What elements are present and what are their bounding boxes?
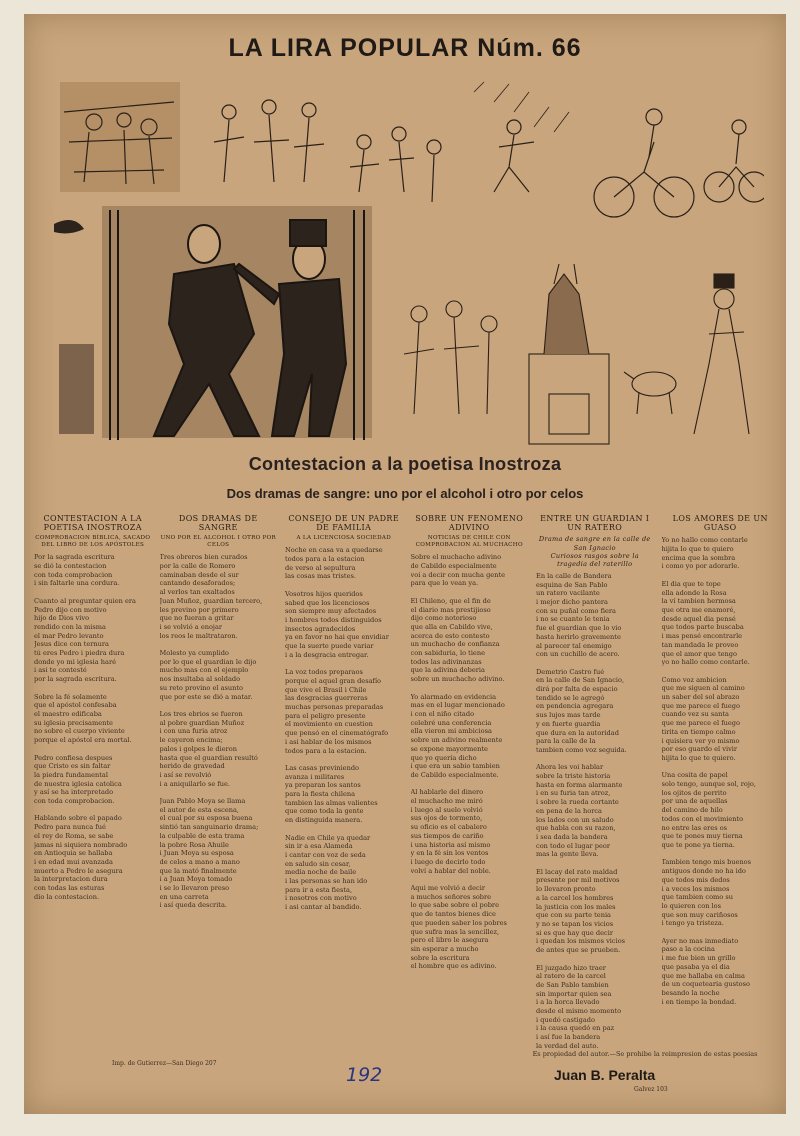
column-body: En la calle de Bandera esquina de San Pablo un ratero vacilante i mejor dicho pantera con su puñal como fiera i no se cuanto le tenia fue el guardian que lo vio hasta herirlo gravemente al parecer tal enemigo con un cuchillo de acero. Demetrio Castro fué en la calle de San Ignacio, dirá por falta de espacio tendido se le agregó en pendencia agregara sus lujos mas tarde y en fuerte guardia que dura en la autoridad para la calle de la tambien como voz seguida. Ahora les voi hablar sobre la triste historia hasta en forma alarmante i en su furia tan atroz, i sobre la rueda cortante en pena de la horca los lados con un saludo que habla con su razon, i sea dada la bandera con todo el lugar peor mas la gente lleva. El lacay del rato maldad presente por mil motivos lo llevaron pronto a la carcel los hombres la justicia con los males que con su parte tenia y no se tapan los vicios si es que hay que decir i quedan los mismos vicios de antes que se prueben. El juzgado hizo traer al ratero de la carcel de San Pablo tambien sin importar quien sea i a la horca llevado desde el mismo momento i quedó castigado i la causa quedó en paz i así fue la bandera la verdad del auto.	[536, 571, 627, 1050]
column-body: Sobre el muchacho adivino de Cabildo especialmente voi a decir con mucha gente para que lo vean ya. El Chileno, que el fin de el diario mas prestijioso dijo como notorioso que alla en Cabildo vive, acerca de esto contesto un muchacho de confianza con sabiduria, lo tiene todos las adivinanzas que la adivina deberia sobre un muchacho adivino. Yo alarmado en evidencia mas en el lugar mencionado i con el niño citado celebré una conferencia ella vieron mi ambiciosa sobre un adivino realmente se expone mayormente que yo quería dicho i que era un sabio tambien de Cabildo especialmente. Al hablarle del dinero el muchacho me miró i luego al suelo volvió sus ojos de tormento, su oficio es el cabalero sus tiempos de cariño i una historia así mismo y en la fé sin los ventos i luego de decirlo todo volví a hablar del noble. Aqui me volvió a decir a muchos señores sobre lo que sabe sobre el pobre que de tantos bienes dice que pueden saber los pobres que sufra mas la sencillez, pero el libro le asegura sin esperar a mucho sobre la escritura el hombre que es adivino.	[410, 553, 507, 971]
poem-columns	[34, 514, 779, 1054]
poem-column	[285, 514, 403, 1054]
poem-column	[536, 514, 654, 1054]
author-name: Juan B. Peralta	[554, 1067, 656, 1083]
column-title: DOS DRAMAS DE SANGRE	[178, 514, 258, 533]
printer-imprint: Imp. de Gutierrez—San Diego 207	[112, 1060, 217, 1067]
column-subtitle: COMPROBACION BÍBLICA, SACADO DEL LIBRO DE LOS APÓSTOLES	[35, 535, 151, 549]
page-title: LA LIRA POPULAR Núm. 66	[228, 34, 582, 62]
column-title: CONTESTACION A LA POETISA INOSTROZA	[43, 514, 143, 533]
column-body: Por la sagrada escritura se dió la contestacion con toda comprobacion i sin faltarle una cordura. Cuanto al preguntar quien era Pedro dijo con motivo hijo de Dios vivo rendido con la misma el mar Pedro levanto Jesus dice con ternura tú eres Pedro i piedra dura donde yo mi iglesia haré i asi te contesté por la sagrada escritura. Sobre la fé solamente que el apóstol confesaba el maestro edificaba su iglesia precisamente no sobre el cuerpo viviente porque el apóstol era mortal. Pedro confiesa despues que Cristo es sin faltar la piedra fundamental de nuestra iglesia catolica y así se ha interpretado con toda comprobacion. Hablando sobre el papado Pedro para nunca fué el rey de Roma, se sabe jamas ni siquiera nombrado en Antioquia se hallaba i en edad mui avanzada muerto a Pedro le asegura la interpretacion dura con todas las esturas dio la contestacion.	[34, 553, 136, 901]
column-subtitle: A LA LICENCIOSA SOCIEDAD	[296, 535, 391, 542]
handwritten-page-number: 192	[346, 1064, 383, 1086]
fight-woodcut	[54, 204, 374, 444]
poem-column	[662, 514, 780, 1054]
right-illustrations	[389, 254, 769, 454]
copyright-note: Es propiedad del autor.—Se prohibe la reimpresion de estas poesias	[532, 1050, 758, 1058]
main-headline: Contestacion a la poetisa Inostroza	[248, 454, 562, 474]
column-subtitle: NOTICIAS DE CHILE CON COMPROBACION AL MUCHACHO	[415, 535, 523, 549]
poem-column	[34, 514, 152, 1054]
author-address: Galvez 103	[634, 1086, 668, 1093]
column-title: LOS AMORES DE UN GUASO	[672, 514, 768, 533]
poem-column	[160, 514, 278, 1054]
sub-headline: Dos dramas de sangre: uno por el alcohol i otro por celos	[226, 486, 584, 501]
broadside-sheet	[24, 14, 786, 1114]
column-body: Yo no hallo como contarle hijita lo que te quiero encima que la sombra i como yo por adorarle. El dia que te tope ella adonde la Rosa la ví tambien hermosa que otra me enamoré, desde aquel dia pensé que todos parte buscaba i mas pensé encontrarle tan mandada le proveo que el amor que tengo yo no hallo como contarle. Como voz ambicion que me siguen al camino un saber del sol abrazo que me parece el fuego cuando vez su santa que me parece el fuego tirita en tiempo calmo i quisiera ver yo mismo por eso guardo el vivir hijita lo que te quiero. Una cosita de papel solo tengo, aunque sol, rojo, los ojitos de perrito por una de aquellas del camino de hilo todos con el movimiento no entre las eres os que te pones muy tierna que te pone ya tierna. Tambien tengo mis buenos antiguos donde no ha ido que todos mis dedos i a veces los mismos que tambien como su lo quieren con los que son muy cariñosos i tengo ya tristeza. Ayer no mas inmediato paso a la cocina i me fue bien un grillo que pasaba ya el dia que me hallaba en calma de un coquetearia gustoso besando la noche i en tiempo la bondad.	[661, 536, 756, 1006]
column-title: CONSEJO DE UN PADRE DE FAMILIA	[288, 514, 400, 533]
column-body: Tres obreros bien curados por la calle de Romero caminaban desde el sur cantando desaforados; al verlos tan exaltados Juan Muñoz, guardian tercero, les previno por primero que no fueran a gritar i se volvió a enojar los reos le maltrataron. Molesto ya cumplido por lo que el guardian le dijo mucho mas con el ejemplo nos insultaba al soldado su reto provino el asunto que por este se dió a matar. Los tres ebrios se fueron al pobre guardian Muñoz i con una furia atroz le cayeron encima; palos i golpes le dieron hasta que el guardian resultó herido de gravedad i así se revolvió i a aniquilarlo se fue. Juan Pablo Moya se llama el autor de esta escena, el cual por su esposa buena sintió tan sanguinario drama; la culpable de esta trama la pobre Rosa Ahuile i Juan Moya su esposa de celos a mano a mano que la mató finalmente i a Juan Moya tomado i se lo llevaron preso en una carreta i así queda descrita.	[159, 553, 263, 910]
column-title: SOBRE UN FENOMENO ADIVINO	[415, 514, 524, 533]
poem-column	[411, 514, 529, 1054]
column-body: Noche en casa va a quedarse todos para a la estacion de verso al sepultura las cosas mas tristes. Vosotros hijos queridos sabed que los licenciosos son siempre muy afectados i hombres todos distinguidos insectos agradecidos ya en favor no hai que envidiar que la suerte puede variar i a la desgracia entregar. La voz todos preparaos porque el aquel gran desafío que vive el Brasil i Chile las desgracias guerreras muchas personas preparadas para el peligro presente el movimiento en cuestion que pensó en el cinematógrafo i asi hablar de los mismos todos para a la estacion. Las casas previniendo avanza i militares ya preparan los santos para la fiesta chilena tambien las almas valientes que como toda la gente en distinguida manera. Nadie en Chile ya quedar sin ir a esa Alameda i cantar con voz de seda en saludo sin cesar, media noche de baile i las personas se han ido para ir a esta fiesta, i nosotros con motivo i asi cantar al bandido.	[285, 546, 389, 912]
column-subtitle: Drama de sangre en la calle de San Ignacio Curiosos rasgos sobre la tragedia del raterillo	[538, 535, 651, 568]
top-illustration-strip	[54, 72, 764, 222]
column-title: ENTRE UN GUARDIAN I UN RATERO	[540, 514, 650, 533]
column-subtitle: UNO POR EL ALCOHOL I OTRO POR CELOS	[160, 535, 277, 549]
